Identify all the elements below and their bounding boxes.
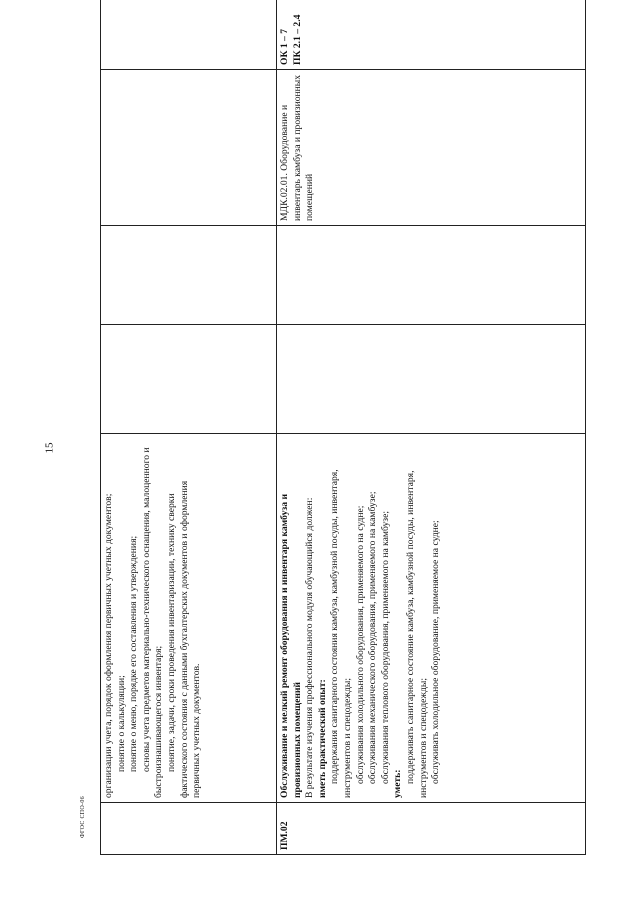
page-number: 15 bbox=[43, 442, 56, 454]
curriculum-table bbox=[100, 0, 586, 855]
empty-cell bbox=[101, 70, 277, 226]
empty-cell bbox=[101, 226, 277, 325]
skills-heading: уметь: bbox=[392, 769, 404, 798]
practice-item: обслуживания теплового оборудования, применяемого на камбузе; bbox=[379, 511, 391, 784]
practice-item: обслуживания холодильного оборудования, применяемого на судне; bbox=[354, 505, 366, 784]
module-code: ПМ.02 bbox=[277, 803, 586, 855]
empty-cell bbox=[101, 325, 277, 434]
code-cell bbox=[101, 803, 277, 855]
table-row bbox=[277, 0, 586, 855]
competency: ОК 1 – 7 bbox=[279, 28, 290, 65]
practice-heading: иметь практический опыт: bbox=[316, 679, 328, 798]
text-line: понятие, задачи, сроки проведения инвентаризации, технику сверки фактического состояния с данными бухгалтерских документов и оформления первичных учетных документов. bbox=[165, 480, 203, 798]
text-line: понятие о калькуляции; bbox=[115, 675, 127, 772]
text-line: основы учета предметов материально-технического оснащения, малоценного и быстроизнашивающегося инвентаря; bbox=[140, 447, 165, 798]
text-line: понятие о меню, порядке его составления и утверждения; bbox=[128, 535, 140, 772]
table-row bbox=[101, 0, 277, 855]
mdk-cell: МДК.02.01. Оборудование и инвентарь камбуза и провизионных помещений bbox=[277, 70, 586, 226]
practice-item: обслуживания механического оборудования, применяемого на камбузе; bbox=[367, 491, 379, 784]
module-intro: В результате изучения профессионального модуля обучающийся должен: bbox=[304, 497, 316, 798]
competencies-cell bbox=[277, 0, 586, 70]
skills-item: поддерживать санитарное состояние камбуза, камбузной посуды, инвентаря, инструментов и спецодежды; bbox=[404, 470, 429, 798]
module-content bbox=[277, 434, 586, 803]
skills-item: обслуживать холодильное оборудование, применяемое на судне; bbox=[430, 520, 442, 784]
module-title: Обслуживание и мелкий ремонт оборудования и инвентаря камбуза и провизионных помещений bbox=[279, 494, 303, 798]
empty-cell bbox=[101, 0, 277, 70]
text-line: организации учета, порядок оформления первичных учетных документов; bbox=[103, 493, 114, 798]
rotated-table-wrapper bbox=[100, 14, 585, 855]
empty-cell bbox=[277, 226, 586, 325]
content-cell bbox=[101, 434, 277, 803]
practice-item: поддержания санитарного состояния камбуза, камбузной посуды, инвентаря, инструментов и спецодежды; bbox=[329, 469, 353, 798]
competency: ПК 2.1 – 2.4 bbox=[291, 14, 303, 65]
footer-code: ФГОС СПО-06 bbox=[80, 796, 86, 838]
empty-cell bbox=[277, 325, 586, 434]
